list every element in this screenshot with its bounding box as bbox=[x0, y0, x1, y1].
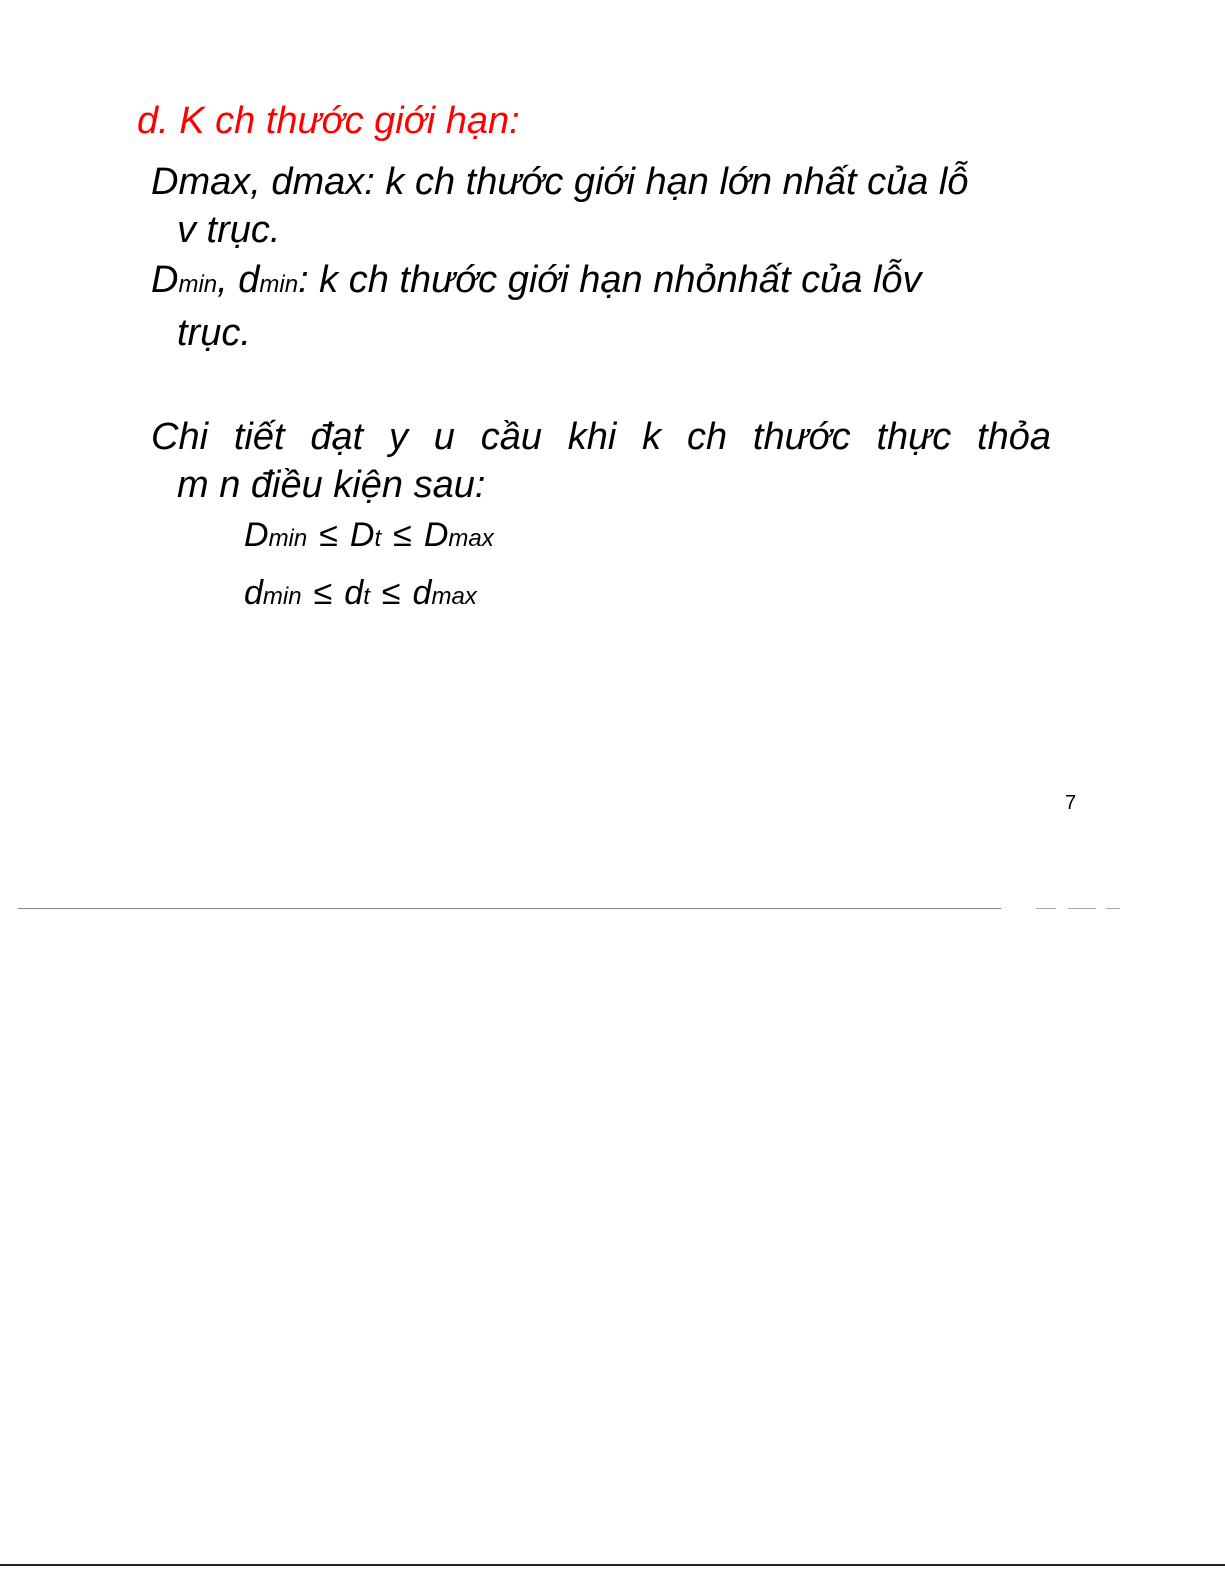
separator-fragment bbox=[1068, 908, 1096, 909]
symbol-d: d bbox=[238, 259, 260, 301]
symbol-D: D bbox=[151, 259, 179, 301]
slide-separator-line bbox=[18, 908, 1001, 909]
formula-hole-max-symbol: D bbox=[423, 516, 449, 554]
separator-fragment bbox=[1106, 908, 1120, 909]
formula-shaft-min-symbol: d bbox=[244, 574, 263, 612]
formula-shaft-max-symbol: d bbox=[412, 574, 432, 612]
formula-hole-actual-subscript: t bbox=[374, 525, 382, 552]
definition-min bbox=[151, 256, 922, 357]
condition-statement bbox=[151, 413, 1051, 509]
formula-shaft-actual-symbol: d bbox=[344, 574, 364, 612]
less-equal-symbol: ≤ bbox=[313, 574, 333, 612]
separator-fragment bbox=[1036, 908, 1056, 909]
formula-shaft-actual-subscript: t bbox=[363, 583, 370, 610]
symbol-separator: , bbox=[217, 259, 239, 301]
definition-min-line2: trục. bbox=[177, 312, 251, 354]
condition-line1: Chi tiết đạt y u cầu khi k ch thước thực thỏa bbox=[151, 416, 1051, 458]
formula-hole-actual-symbol: D bbox=[349, 516, 375, 554]
less-equal-symbol: ≤ bbox=[393, 516, 412, 554]
formula-shaft bbox=[244, 574, 477, 613]
formula-hole bbox=[244, 516, 494, 555]
page-bottom-border bbox=[0, 1564, 1225, 1566]
formula-hole-min-symbol: D bbox=[244, 516, 269, 554]
definition-max-line1: Dmax, dmax: k ch thước giới hạn lớn nhất của lỗ bbox=[151, 161, 969, 203]
symbol-D-subscript: min bbox=[178, 271, 218, 298]
section-heading: d. K ch thước giới hạn: bbox=[137, 100, 520, 142]
definition-min-line1 bbox=[151, 256, 922, 309]
formula-shaft-min-subscript: min bbox=[262, 583, 302, 610]
definition-max bbox=[151, 158, 968, 254]
less-equal-symbol: ≤ bbox=[319, 516, 338, 554]
page-number: 7 bbox=[1065, 792, 1077, 814]
less-equal-symbol: ≤ bbox=[381, 574, 401, 612]
condition-line2: m n điều kiện sau: bbox=[177, 464, 486, 506]
formula-hole-min-subscript: min bbox=[268, 525, 308, 552]
formula-shaft-max-subscript: max bbox=[431, 583, 477, 610]
formula-hole-max-subscript: max bbox=[448, 525, 494, 552]
definition-max-line2: v trục. bbox=[177, 209, 281, 251]
definition-min-text: : k ch thước giới hạn nhỏnhất của lỗv bbox=[298, 259, 922, 301]
symbol-d-subscript: min bbox=[259, 271, 299, 298]
